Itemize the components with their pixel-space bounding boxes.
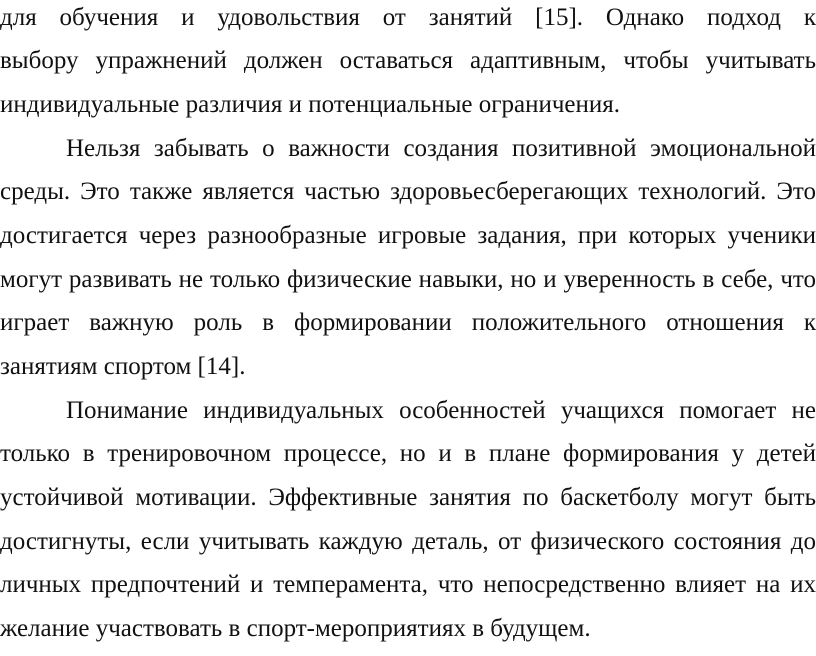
text-line: Понимание индивидуальных особенностей учащихся помогает не: [66, 397, 816, 424]
text-line: желание участвовать в спорт-мероприятиях в будущем.: [0, 615, 591, 642]
text-line: среды. Это также является частью здоровьесберегающих технологий. Это: [0, 178, 816, 205]
text-line: для обучения и удовольствия от занятий [15]. Однако подход к: [0, 4, 816, 31]
text-line: играет важную роль в формировании положительного отношения к: [0, 309, 816, 336]
text-line: могут развивать не только физические навыки, но и уверенность в себе, что: [0, 266, 816, 293]
text-line: Нельзя забывать о важности создания позитивной эмоциональной: [66, 135, 816, 162]
text-line: достигается через разнообразные игровые задания, при которых ученики: [0, 222, 816, 249]
text-line: выбору упражнений должен оставаться адаптивным, чтобы учитывать: [0, 47, 816, 74]
text-line: достигнуты, если учитывать каждую деталь, от физического состояния до: [0, 528, 816, 555]
text-line: занятиям спортом [14].: [0, 353, 246, 380]
text-line: устойчивой мотивации. Эффективные занятия по баскетболу могут быть: [0, 484, 816, 511]
text-line: только в тренировочном процессе, но и в плане формирования у детей: [0, 440, 816, 467]
text-line: индивидуальные различия и потенциальные ограничения.: [0, 91, 621, 118]
text-line: личных предпочтений и темперамента, что непосредственно влияет на их: [0, 571, 816, 598]
